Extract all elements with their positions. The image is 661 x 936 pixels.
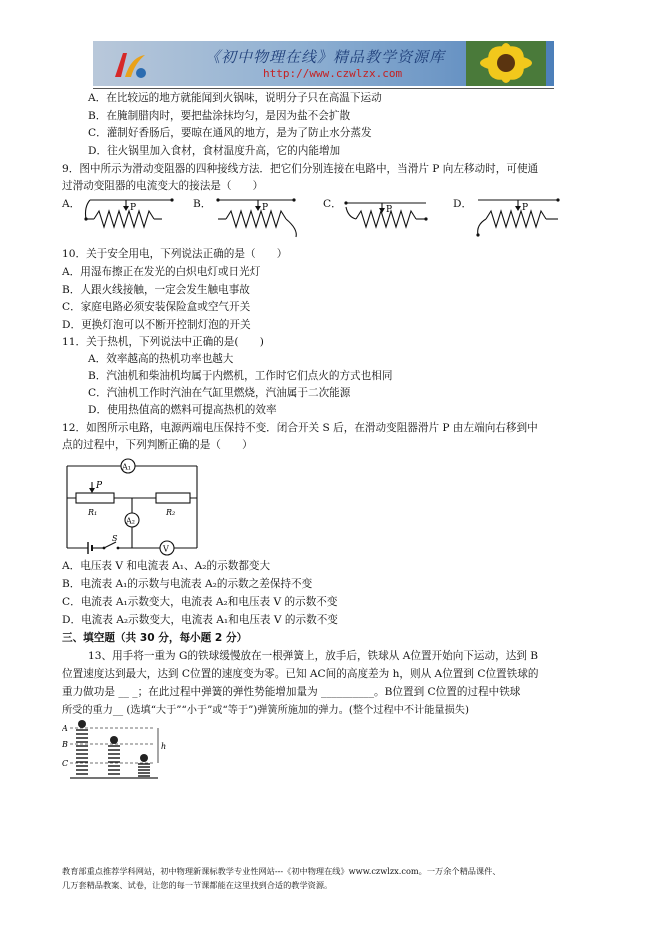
q9-label-a: A． bbox=[62, 198, 81, 210]
q10-option-d: D．更换灯泡可以不断开控制灯泡的开关 bbox=[62, 319, 251, 331]
rheostat-diagram-c bbox=[342, 193, 438, 239]
q13-line1: 13、用手将一重为 G的铁球缓慢放在一根弹簧上，放手后，铁球从 A位置开始向下运动，达到 B bbox=[88, 650, 539, 662]
q9-label-d: D． bbox=[453, 198, 473, 210]
q13-spring-figure bbox=[62, 720, 172, 782]
header-rule bbox=[93, 88, 554, 89]
sunflower-icon bbox=[466, 41, 546, 86]
q8-option-c: C．灌制好香肠后，要晾在通风的地方，是为了防止水分蒸发 bbox=[88, 127, 372, 139]
q12-option-a: A．电压表 V 和电流表 A₁、A₂的示数都变大 bbox=[62, 560, 271, 572]
rheostat-diagram-d bbox=[472, 193, 568, 239]
q10-option-c: C．家庭电路必须安装保险盒或空气开关 bbox=[62, 301, 251, 313]
q11-option-a: A．效率越高的热机功率也越大 bbox=[88, 353, 234, 365]
q9-label-c: C． bbox=[323, 198, 342, 210]
slider-label-d: P bbox=[522, 203, 529, 213]
q12-option-c: C．电流表 A₁示数变大，电流表 A₂和电压表 V 的示数不变 bbox=[62, 596, 338, 608]
banner-title: 《初中物理在线》精品教学资源库 bbox=[205, 48, 446, 66]
q9-stem-line1: 9．图中所示为滑动变阻器的四种接线方法．把它们分别连接在电路中，当滑片 P 向左移动时，可使通 bbox=[62, 163, 539, 175]
q11-option-b: B．汽油机和柴油机均属于内燃机，工作时它们点火的方式也相同 bbox=[88, 370, 393, 382]
q13-line2: 位置速度达到最大，达到 C位置的速度变为零。已知 AC间的高度差为 h，则从 A位置到 C位置铁球的 bbox=[62, 668, 539, 680]
q12-option-d: D．电流表 A₂示数变大，电流表 A₁和电压表 V 的示数不变 bbox=[62, 614, 338, 626]
q11-option-c: C．汽油机工作时汽油在气缸里燃烧，汽油属于二次能源 bbox=[88, 387, 351, 399]
header-banner bbox=[93, 41, 554, 86]
q12-stem-line1: 12．如图所示电路，电源两端电压保持不变．闭合开关 S 后，在滑动变阻器滑片 P 由左端向右移到中 bbox=[62, 422, 538, 434]
spring-icon bbox=[76, 730, 88, 774]
q8-option-d: D．往火锅里加入食材，食材温度升高，它的内能增加 bbox=[88, 145, 341, 157]
slider-label-b: P bbox=[262, 203, 269, 213]
section-heading: 三、填空题（共 30 分，每小题 2 分） bbox=[62, 632, 248, 644]
q10-option-a: A．用湿布擦正在发光的白炽电灯或日光灯 bbox=[62, 266, 261, 278]
q13-line4: 所受的重力__ (选填“大于”“小于”或“等于”)弹簧所施加的弹力。(整个过程中不计能量损失) bbox=[62, 705, 469, 716]
slider-label-c: P bbox=[386, 205, 393, 215]
q13-line3: 重力做功是 __ _；在此过程中弹簧的弹性势能增加量为 __________。B位置到 C位置的过程中铁球 bbox=[62, 686, 521, 698]
ammeter-a2-label: A₂ bbox=[126, 516, 135, 526]
height-h-label: h bbox=[161, 742, 167, 751]
footer-line2: 几万套精品教案、试卷，让您的每一节课都能在这里找到合适的教学资源。 bbox=[62, 880, 333, 890]
resistor-r1 bbox=[76, 493, 114, 503]
site-logo-icon bbox=[111, 47, 149, 81]
position-a-label: A bbox=[62, 724, 68, 733]
r1-label: R₁ bbox=[88, 508, 98, 517]
q9-label-b: B． bbox=[193, 198, 212, 210]
q8-option-a: A．在比较远的地方就能闻到火锅味，说明分子只在高温下运动 bbox=[88, 92, 382, 104]
switch-label: S bbox=[112, 534, 118, 543]
resistor-r2 bbox=[156, 493, 190, 503]
voltmeter-label: V bbox=[163, 544, 169, 554]
slider-p-label: P bbox=[96, 481, 103, 491]
q12-stem-line2: 点的过程中，下列判断正确的是（ ） bbox=[62, 439, 253, 451]
slider-label-a: P bbox=[130, 203, 137, 213]
rheostat-diagram-b bbox=[212, 193, 308, 239]
footer-line1: 教育部重点推荐学科网站，初中物理新课标教学专业性网站---《初中物理在线》www.czwlzx.com。一万余个精品课件、 bbox=[62, 866, 501, 876]
banner-url[interactable]: http://www.czwlzx.com bbox=[263, 67, 403, 80]
q11-stem: 11．关于热机，下列说法中正确的是( ) bbox=[62, 336, 264, 348]
q10-stem: 10．关于安全用电，下列说法正确的是（ ） bbox=[62, 248, 288, 260]
q12-circuit-diagram bbox=[62, 458, 202, 556]
position-c-label: C bbox=[62, 759, 69, 768]
ammeter-a1-label: A₁ bbox=[122, 462, 131, 472]
rheostat-diagram-a bbox=[82, 193, 178, 239]
position-b-label: B bbox=[62, 740, 68, 749]
q10-option-b: B．人跟火线接触，一定会发生触电事故 bbox=[62, 284, 250, 296]
q12-option-b: B．电流表 A₁的示数与电流表 A₂的示数之差保持不变 bbox=[62, 578, 313, 590]
r2-label: R₂ bbox=[166, 508, 176, 517]
q8-option-b: B．在腌制腊肉时，要把盐涂抹均匀，是因为盐不会扩散 bbox=[88, 110, 351, 122]
q11-option-d: D．使用热值高的燃料可提高热机的效率 bbox=[88, 404, 277, 416]
q9-stem-line2: 过滑动变阻器的电流变大的接法是（ ） bbox=[62, 180, 264, 192]
ball-icon bbox=[78, 720, 86, 728]
